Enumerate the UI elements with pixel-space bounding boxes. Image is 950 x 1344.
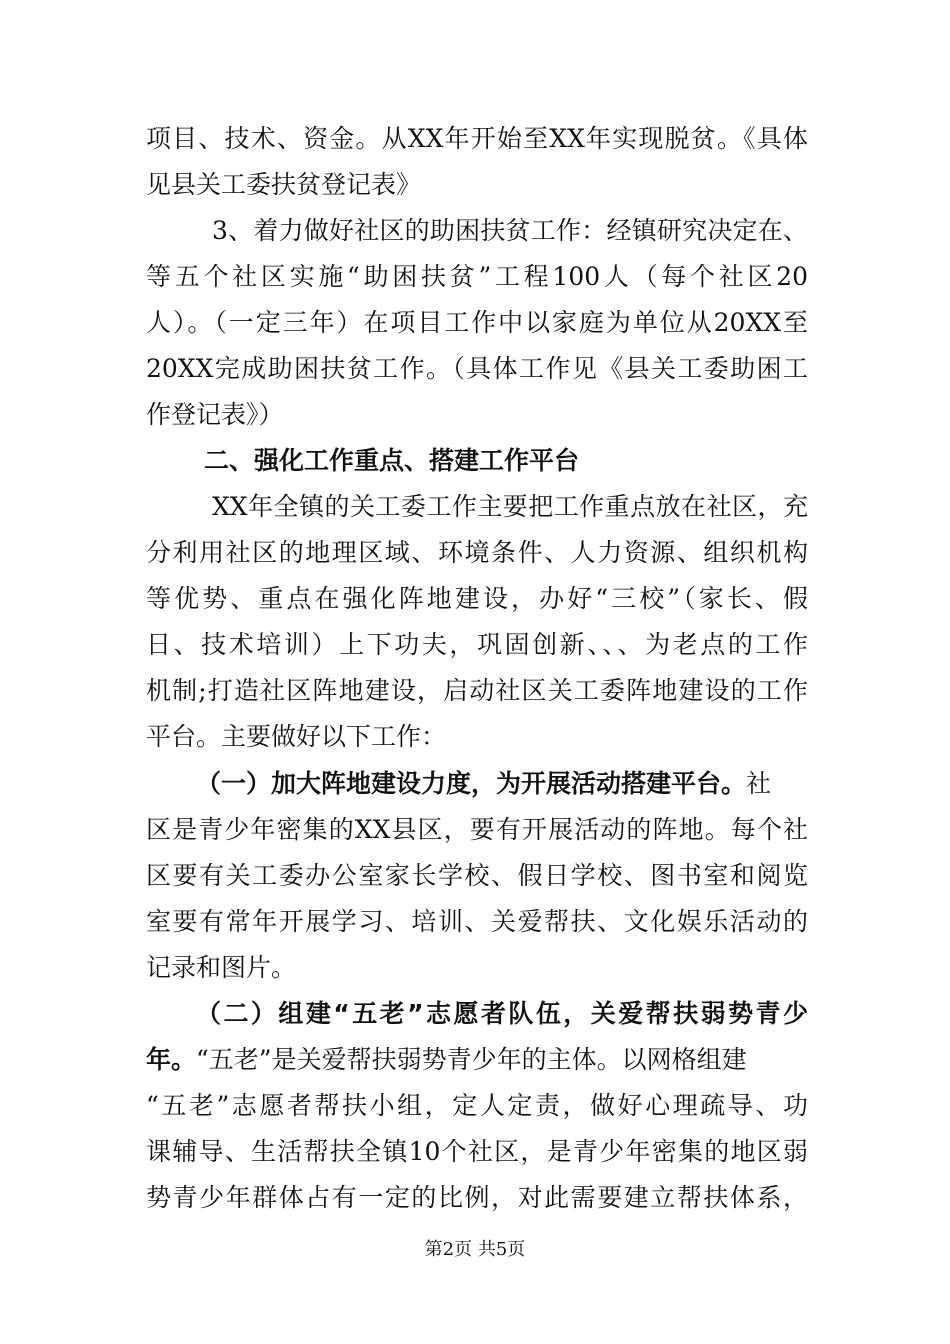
body-line: 分利用社区的地理区域、环境条件、人力资源、组织机构 bbox=[146, 538, 808, 567]
section-heading: 二、强化工作重点、搭建工作平台 bbox=[204, 446, 580, 475]
body-line: 等优势、重点在强化阵地建设，办好“三校”（家长、假 bbox=[146, 584, 808, 613]
body-line: 记录和图片。 bbox=[146, 953, 297, 982]
body-line: 区是青少年密集的XX县区，要有开展活动的阵地。每个社 bbox=[146, 815, 808, 844]
body-line: 3、着力做好社区的助困扶贫工作：经镇研究决定在、 bbox=[212, 216, 808, 245]
subsection-two-heading-end: 年。 bbox=[146, 1045, 197, 1074]
page-number-footer: 第2页 共5页 bbox=[424, 1239, 526, 1260]
body-line: 等五个社区实施“助困扶贫”工程100人（每个社区20 bbox=[146, 262, 808, 291]
subsection-one-heading: （一）加大阵地建设力度，为开展活动搭建平台。 bbox=[196, 769, 747, 798]
body-line: 作登记表》） bbox=[146, 400, 284, 429]
body-line: 人）。（一定三年）在项目工作中以家庭为单位从20XX至 bbox=[146, 308, 808, 337]
subsection-two-second-line bbox=[146, 1038, 808, 1082]
body-line: 日、技术培训）上下功夫，巩固创新、、、为老点的工作 bbox=[146, 630, 808, 659]
body-line: 势青少年群体占有一定的比例，对此需要建立帮扶体系， bbox=[146, 1183, 808, 1212]
body-line: 见县关工委扶贫登记表》 bbox=[146, 170, 422, 199]
body-line: 课辅导、生活帮扶全镇10个社区，是青少年密集的地区弱 bbox=[146, 1137, 808, 1166]
subsection-two-text: “五老”是关爱帮扶弱势青少年的主体。以网格组建 bbox=[196, 1045, 747, 1074]
subsection-one-first-line bbox=[196, 762, 808, 806]
body-line: 区要有关工委办公室家长学校、假日学校、图书室和阅览 bbox=[146, 861, 808, 890]
body-line: 机制;打造社区阵地建设，启动社区关工委阵地建设的工作 bbox=[146, 676, 808, 705]
subsection-two-heading: （二）组建“五老”志愿者队伍，关爱帮扶弱势青少 bbox=[196, 999, 808, 1028]
body-line: 室要有常年开展学习、培训、关爱帮扶、文化娱乐活动的 bbox=[146, 907, 808, 936]
body-line: 平台。主要做好以下工作： bbox=[146, 722, 447, 751]
body-line: 20XX完成助困扶贫工作。（具体工作见《县关工委助困工 bbox=[146, 354, 808, 383]
subsection-one-text: 社 bbox=[746, 769, 772, 798]
body-line: XX年全镇的关工委工作主要把工作重点放在社区，充 bbox=[212, 492, 808, 521]
body-line: “五老”志愿者帮扶小组，定人定责，做好心理疏导、功 bbox=[146, 1091, 808, 1120]
body-line: 项目、技术、资金。从XX年开始至XX年实现脱贫。《具体 bbox=[146, 124, 808, 153]
